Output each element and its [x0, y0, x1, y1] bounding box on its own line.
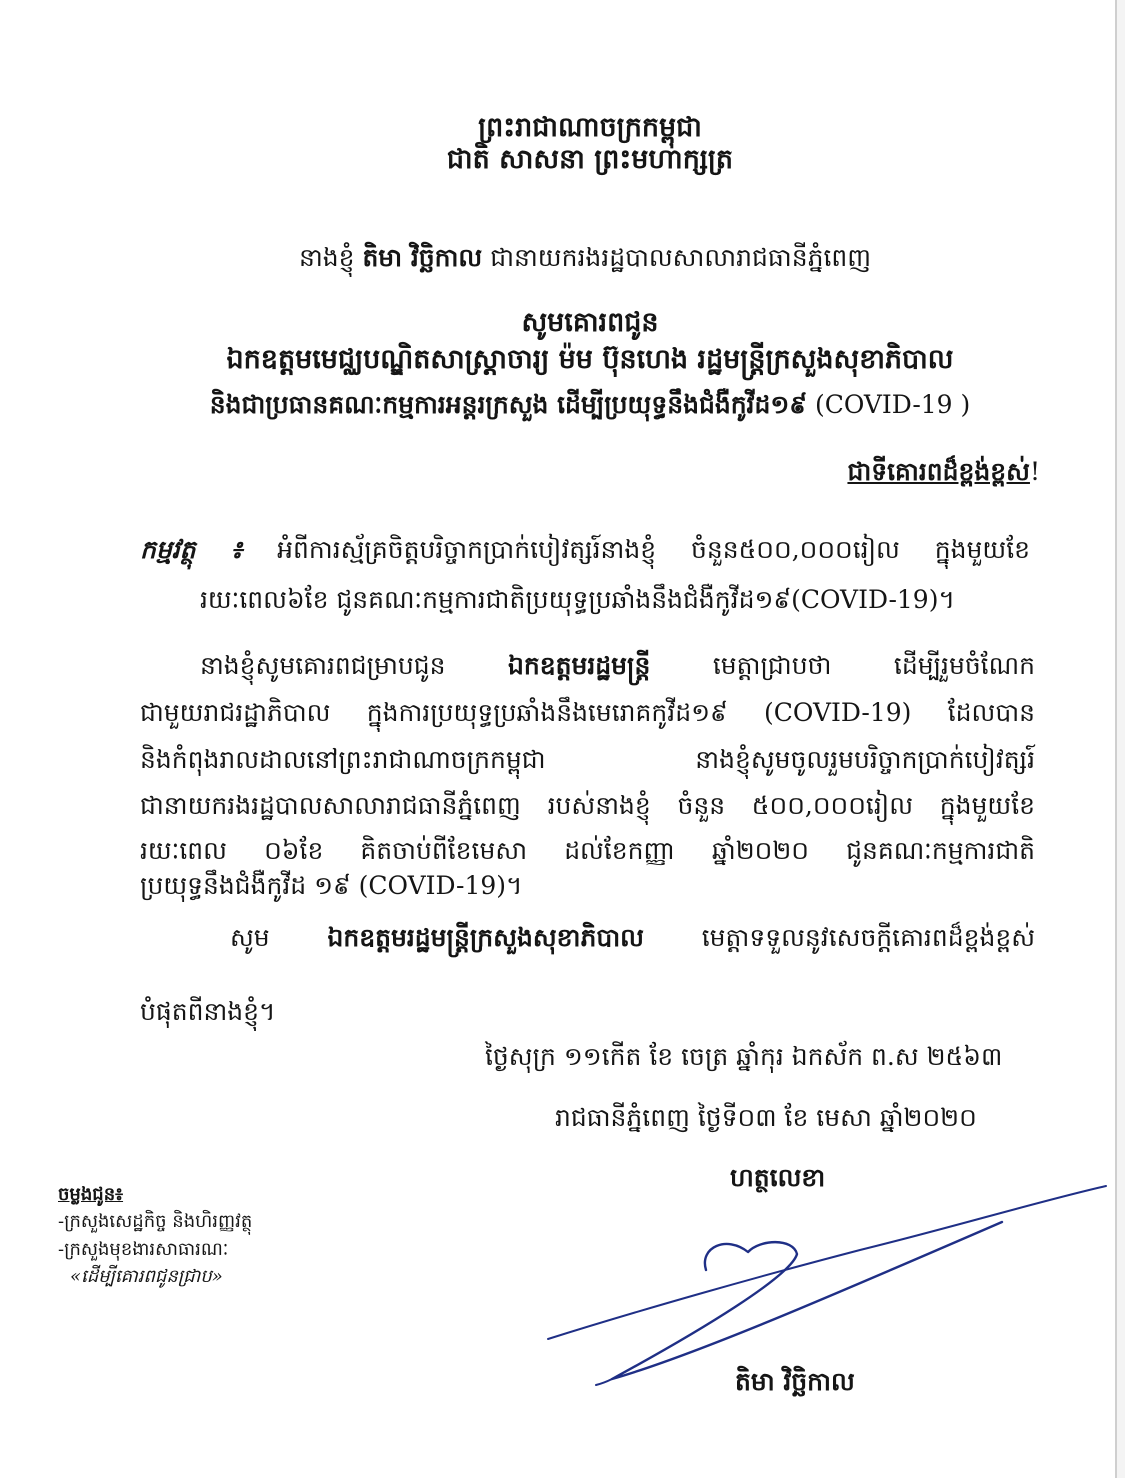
honorific-line — [640, 454, 1040, 490]
subject-line-1 — [140, 532, 1030, 568]
paragraph-2-lead: សូម — [230, 923, 270, 952]
sender-prefix: នាងខ្ញុំ — [298, 243, 355, 272]
cc-item-finance: -ក្រសួងសេដ្ឋកិច្ច និងហិរញ្ញវត្ថុ — [58, 1211, 253, 1232]
paragraph-1-lead: នាងខ្ញុំសូមគោរពជម្រាបជូន — [200, 651, 446, 680]
recipient-line-2-suffix: (COVID-19 ) — [814, 390, 971, 419]
signature-stroke-loop — [612, 1222, 1002, 1379]
paragraph-1-addressee: ឯកឧត្តមរដ្ឋមន្ត្រី — [508, 651, 651, 680]
paragraph-2-line-2: បំផុតពីនាងខ្ញុំ។ — [140, 997, 276, 1026]
solar-date: រាជធានីភ្នំពេញ ថ្ងៃទី០៣ ខែ មេសា ឆ្នាំ២០២០ — [555, 1103, 977, 1132]
paragraph-1-line-1 — [200, 648, 1035, 684]
cc-item-civil-service: -ក្រសួងមុខងារសាធារណៈ — [58, 1239, 229, 1260]
recipient-line-1: ឯកឧត្តមមេជ្ឈបណ្ឌិតសាស្ត្រាចារ្យ ម៉ម ប៊ុនហេង រដ្ឋមន្ត្រីក្រសួងសុខាភិបាល — [226, 344, 954, 375]
signature-stroke-tail — [596, 1379, 612, 1385]
lunar-date: ថ្ងៃសុក្រ ១១កើត ខែ ចេត្រ ឆ្នាំកុរ ឯកស័ក ព.ស ២៥៦៣ — [485, 1042, 1003, 1071]
signature-title: ហត្ថលេខា — [730, 1163, 826, 1192]
paragraph-1-line-4: ជានាយករងរដ្ឋបាលសាលារាជធានីភ្នំពេញ របស់នាងខ្ញុំ ចំនួន ៥០០,០០០រៀល ក្នុងមួយខែ — [140, 791, 1035, 820]
paragraph-1-tail: មេត្តាជ្រាបថា ដើម្បីរួមចំណែក — [712, 651, 1036, 680]
signatory-name: តិមា វិច្ឆិកាល — [735, 1367, 855, 1396]
signature-stroke-long — [548, 1186, 1106, 1339]
subject-label: កម្មវត្ថុ ៖ — [140, 535, 243, 564]
cc-label: ចម្លងជូន៖ — [58, 1184, 124, 1205]
honorific-text: ជាទីគោរពដ៏ខ្ពង់ខ្ពស់ — [847, 457, 1030, 486]
paragraph-1-line-6: ប្រយុទ្ធនឹងជំងឺកូវីដ ១៩ (COVID-19)។ — [140, 871, 523, 900]
national-motto: ជាតិ សាសនា ព្រះមហាក្សត្រ — [446, 144, 734, 175]
page-edge — [1115, 0, 1117, 1478]
paragraph-1-line-3: និងកំពុងរាលដាលនៅព្រះរាជាណាចក្រកម្ពុជា នាងខ្ញុំសូមចូលរួមបរិច្ចាកប្រាក់បៀវត្សរ៍ — [140, 745, 1035, 774]
subject-text-1: អំពីការស្ម័គ្រចិត្តបរិច្ចាកប្រាក់បៀវត្សរ៍នាងខ្ញុំ ចំនួន៥០០,០០០រៀល ក្នុងមួយខែ — [277, 535, 1031, 564]
page-edge-shadow — [1117, 0, 1125, 1478]
handwritten-signature — [530, 1175, 1115, 1390]
paragraph-2-addressee: ឯកឧត្តមរដ្ឋមន្ត្រីក្រសួងសុខាភិបាល — [327, 923, 644, 952]
paragraph-2-tail: មេត្តាទទួលនូវសេចក្តីគោរពដ៏ខ្ពង់ខ្ពស់ — [701, 923, 1036, 952]
sender-name: តិមា វិច្ឆិកាល — [362, 243, 483, 272]
subject-line-2: រយៈពេល៦ខែ ជូនគណៈកម្មការជាតិប្រយុទ្ធប្រឆាំងនឹងជំងឺកូវីដ១៩(COVID-19)។ — [200, 585, 955, 614]
recipient-line-2-text: និងជាប្រធានគណៈកម្មការអន្តរក្រសួង ដើម្បីប្រយុទ្ធនឹងជំងឺកូវីដ១៩ — [209, 390, 807, 419]
paragraph-1-line-5: រយៈពេល ០៦ខែ គិតចាប់ពីខែមេសា ដល់ខែកញ្ញា ឆ្នាំ២០២០ ជូនគណៈកម្មការជាតិ — [140, 836, 1035, 865]
sender-position: ជានាយករងរដ្ឋបាលសាលារាជធានីភ្នំពេញ — [490, 243, 872, 272]
paragraph-1-line-2: ជាមួយរាជរដ្ឋាភិបាល ក្នុងការប្រយុទ្ធប្រឆាំងនឹងមេរោគកូវីដ១៩ (COVID-19) ដែលបាន — [140, 698, 1035, 727]
paragraph-2-line-1 — [230, 920, 1035, 956]
recipient-line-2 — [130, 387, 1050, 423]
sender-line — [215, 240, 955, 276]
cc-note: «ដើម្បីគោរពជូនជ្រាប» — [70, 1266, 223, 1287]
honorific-mark: ! — [1029, 457, 1040, 486]
salutation: សូមគោរពជូន — [521, 307, 659, 338]
kingdom-title: ព្រះរាជាណាចក្រកម្ពុជា — [478, 112, 702, 143]
